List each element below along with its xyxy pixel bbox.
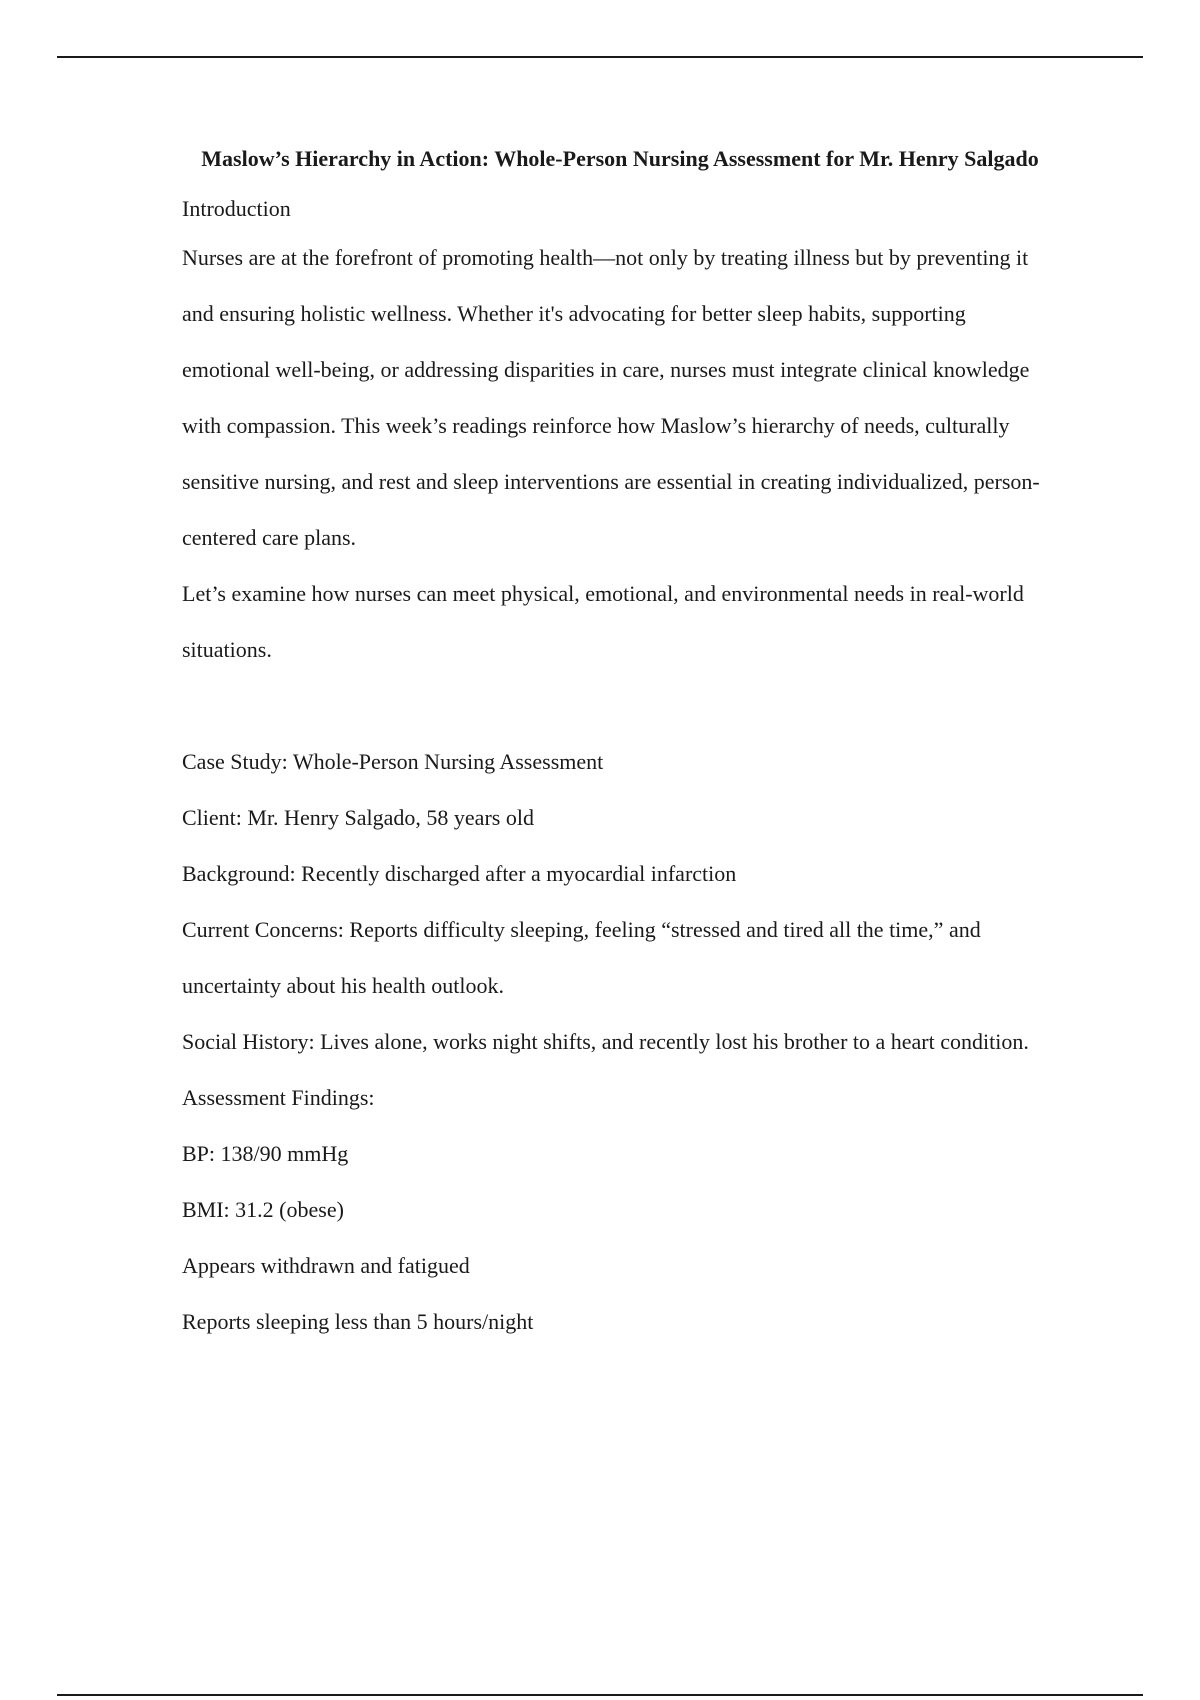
finding-item: BP: 138/90 mmHg — [182, 1141, 349, 1166]
intro-paragraph: Nurses are at the forefront of promoting health—not only by treating illness but by preventing it and ensuring holistic wellness. Whether it's advocating for better sleep habits, supporting emotional well-being, or addressing disparities in care, nurses must integrate clinical knowledge with compassion. This week’s readings reinforce how Maslow’s hierarchy of needs, culturally sensitive nursing, and rest and sleep interventions are essential in creating individualized, person-centered care plans. — [182, 245, 1040, 550]
top-rule — [57, 56, 1143, 58]
blank-line — [182, 678, 1054, 734]
finding-item: Appears withdrawn and fatigued — [182, 1253, 470, 1278]
finding-item: BMI: 31.2 (obese) — [182, 1197, 344, 1222]
intro-paragraph-2: Let’s examine how nurses can meet physical, emotional, and environmental needs in real-world situations. — [182, 581, 1024, 662]
bottom-rule — [57, 1694, 1143, 1696]
document-title: Maslow’s Hierarchy in Action: Whole-Person Nursing Assessment for Mr. Henry Salgado — [201, 146, 1039, 171]
finding-item: Reports sleeping less than 5 hours/night — [182, 1309, 534, 1334]
current-concerns-line: Current Concerns: Reports difficulty sleeping, feeling “stressed and tired all the time,” and uncertainty about his health outlook. — [182, 917, 981, 998]
social-history-line: Social History: Lives alone, works night shifts, and recently lost his brother to a heart condition. — [182, 1029, 1029, 1054]
assessment-heading: Assessment Findings: — [182, 1085, 375, 1110]
background-line: Background: Recently discharged after a myocardial infarction — [182, 861, 737, 886]
case-study-heading: Case Study: Whole-Person Nursing Assessment — [182, 749, 604, 774]
client-line: Client: Mr. Henry Salgado, 58 years old — [182, 805, 534, 830]
document-page — [182, 142, 1054, 1350]
intro-heading: Introduction — [182, 196, 291, 221]
